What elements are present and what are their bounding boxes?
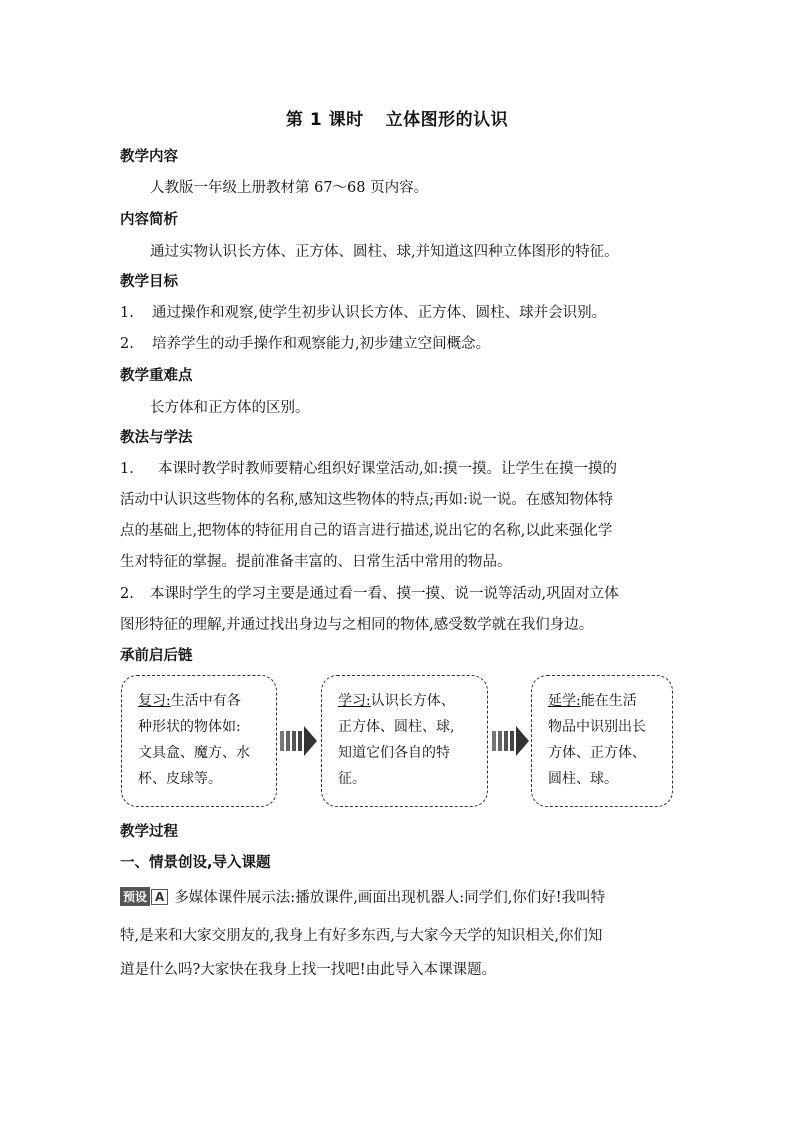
preset-tag-letter: A (151, 889, 168, 905)
preset-tag: 预设 (120, 887, 150, 906)
chain-arrow-2-icon (492, 726, 530, 756)
analysis-text: 通过实物认识长方体、正方体、圆柱、球,并知道这四种立体图形的特征。 (150, 244, 619, 260)
goal-item-2: 2. 培养学生的动手操作和观察能力,初步建立空间概念。 (120, 336, 491, 352)
heading-goals: 教学目标 (120, 274, 178, 290)
keypoints-text: 长方体和正方体的区别。 (150, 400, 310, 416)
heading-content: 教学内容 (120, 149, 178, 165)
chain-study-box: 学习:认识长方体、 正方体、圆柱、球, 知道它们各自的特 征。 (321, 675, 488, 807)
heading-analysis: 内容简析 (120, 212, 178, 228)
chain-arrow-1-icon (280, 726, 318, 756)
lesson-topic: 立体图形的认识 (385, 110, 509, 130)
review-label: 复习: (138, 693, 171, 709)
method-item-1-line-2: 活动中认识这些物体的名称,感知这些物体的特点;再如:说一说。在感知物体特 (120, 492, 613, 508)
process-line-1: 预设 A 多媒体课件展示法:播放课件,画面出现机器人:同学们,你们好!我叫特 (120, 886, 605, 907)
content-text: 人教版一年级上册教材第 67～68 页内容。 (150, 180, 429, 196)
method-item-1-line-3: 点的基础上,把物体的特征用自己的语言进行描述,说出它的名称,以此来强化学 (120, 523, 613, 539)
heading-keypoints: 教学重难点 (120, 368, 193, 384)
method-item-1-line-4: 生对特征的掌握。提前准备丰富的、日常生活中常用的物品。 (120, 554, 512, 570)
subheading-scenario: 一、情景创设,导入课题 (120, 855, 271, 871)
heading-process: 教学过程 (120, 824, 178, 840)
chain-extend-box: 延学:能在生活 物品中识别出长 方体、正方体、 圆柱、球。 (531, 675, 673, 807)
extend-label: 延学: (548, 693, 581, 709)
chain-review-box: 复习:生活中有各 种形状的物体如: 文具盒、魔方、水 杯、皮球等。 (121, 675, 277, 807)
method-item-2-line-2: 图形特征的理解,并通过找出身边与之相同的物体,感受数学就在我们身边。 (120, 617, 594, 633)
goal-item-1: 1. 通过操作和观察,使学生初步认识长方体、正方体、圆柱、球并会识别。 (120, 305, 607, 321)
study-label: 学习: (338, 693, 371, 709)
heading-methods: 教法与学法 (120, 430, 193, 446)
process-line-2: 特,是来和大家交朋友的,我身上有好多东西,与大家今天学的知识相关,你们知 (120, 928, 603, 944)
process-line-3: 道是什么吗?大家快在我身上找一找吧!由此导入本课课题。 (120, 962, 497, 978)
method-item-1-line-1: 1. 本课时教学时教师要精心组织好课堂活动,如:摸一摸。让学生在摸一摸的 (120, 461, 617, 477)
page-title (0, 105, 794, 130)
lesson-number: 第 1 课时 (285, 110, 364, 130)
method-item-2-line-1: 2. 本课时学生的学习主要是通过看一看、摸一摸、说一说等活动,巩固对立体 (120, 586, 619, 602)
heading-chain: 承前启后链 (120, 648, 193, 664)
